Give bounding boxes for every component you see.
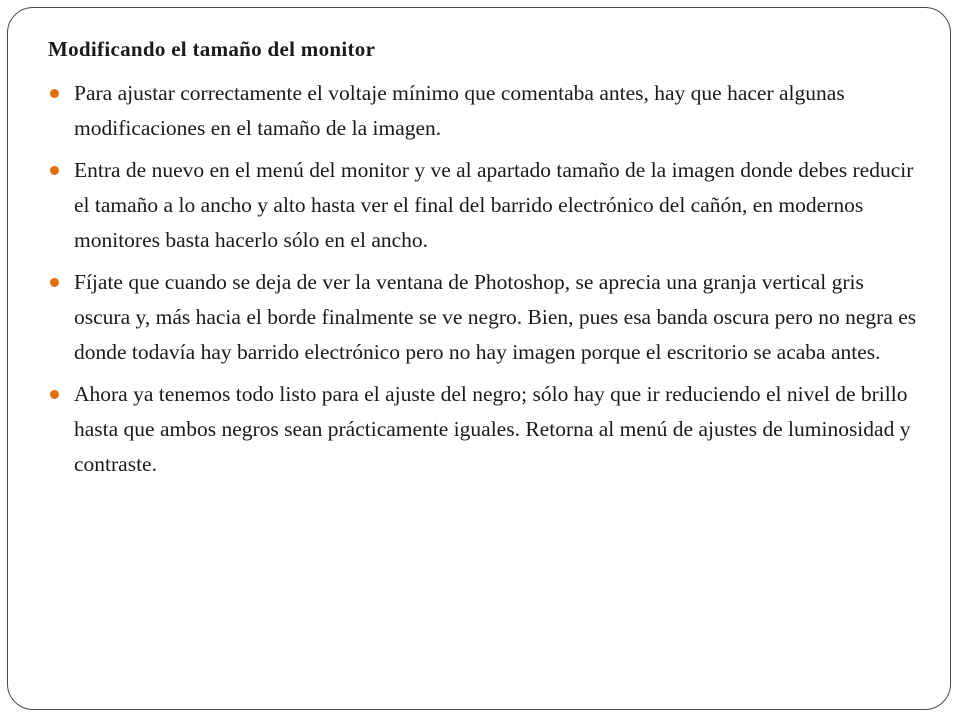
bullet-item	[48, 377, 918, 482]
bullet-text: Entra de nuevo en el menú del monitor y ve al apartado tamaño de la imagen donde debes reducir el tamaño a lo ancho y alto hasta ver el final del barrido electrónico del cañón, en modernos monitores basta hacerlo sólo en el ancho.	[74, 158, 914, 252]
bullet-item	[48, 265, 918, 370]
bullet-dot-icon	[50, 278, 59, 287]
bullet-dot-icon	[50, 166, 59, 175]
bullet-text: Fíjate que cuando se deja de ver la ventana de Photoshop, se aprecia una granja vertical gris oscura y, más hacia el borde finalmente se ve negro. Bien, pues esa banda oscura pero no negra es donde todavía hay barrido electrónico pero no hay imagen porque el escritorio se acaba antes.	[74, 270, 917, 364]
bullet-dot-icon	[50, 89, 59, 98]
bullet-text: Para ajustar correctamente el voltaje mínimo que comentaba antes, hay que hacer algunas modificaciones en el tamaño de la imagen.	[74, 81, 845, 140]
slide-content	[48, 34, 918, 489]
bullet-dot-icon	[50, 390, 59, 399]
bullet-item	[48, 76, 918, 146]
bullet-text: Ahora ya tenemos todo listo para el ajuste del negro; sólo hay que ir reduciendo el nivel de brillo hasta que ambos negros sean prácticamente iguales. Retorna al menú de ajustes de luminosidad y contraste.	[74, 382, 911, 476]
bullet-list	[48, 76, 918, 482]
bullet-item	[48, 153, 918, 258]
slide-heading: Modificando el tamaño del monitor	[48, 37, 376, 61]
